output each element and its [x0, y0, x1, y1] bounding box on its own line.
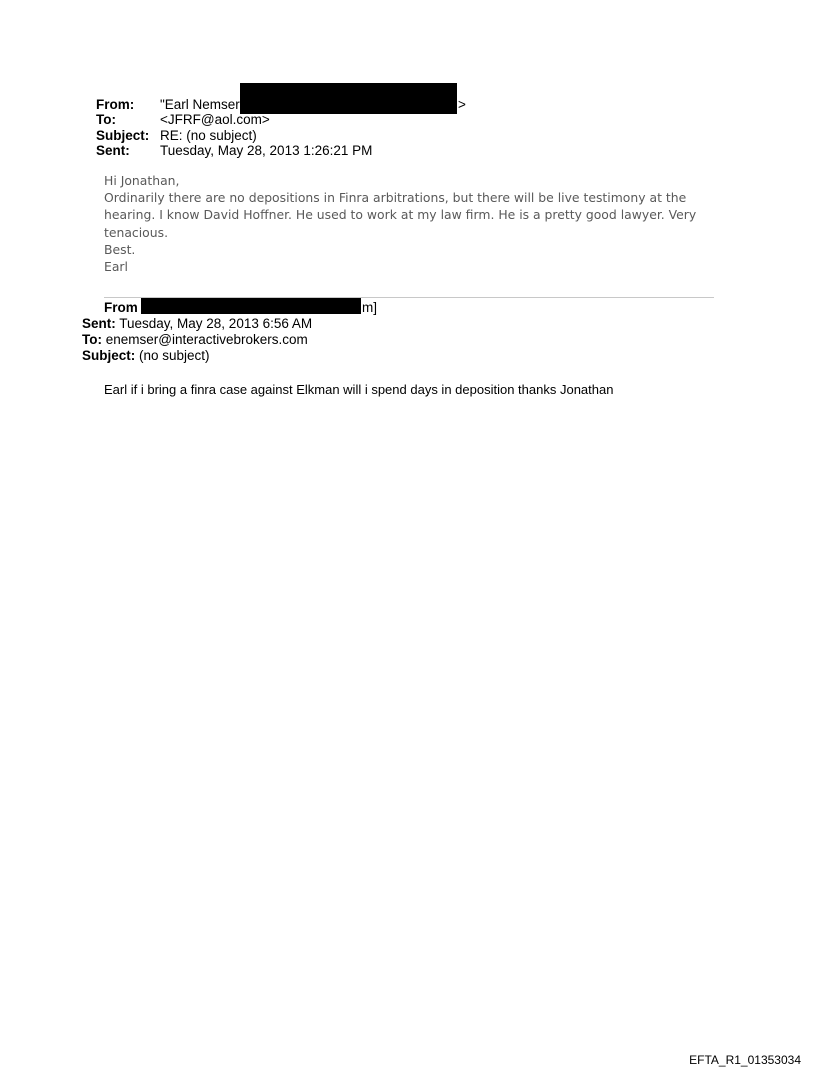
subject-value: RE: (no subject) [160, 128, 257, 143]
quoted-subject-row [82, 348, 210, 364]
reply-line: Ordinarily there are no depositions in Finra arbitrations, but there will be live testimony at the [104, 190, 687, 206]
document-id: EFTA_R1_01353034 [689, 1053, 801, 1067]
redaction-box [141, 298, 361, 314]
subject-label: Subject: [96, 128, 150, 143]
header-to-row [96, 112, 116, 127]
reply-line: Hi Jonathan, [104, 173, 180, 188]
quoted-sent-row [82, 316, 312, 332]
quoted-message-body: Earl if i bring a finra case against Elkman will i spend days in deposition thanks Jonathan [104, 382, 614, 397]
reply-body [104, 172, 704, 275]
sent-label: Sent: [96, 143, 130, 158]
reply-line: Best. [104, 241, 136, 257]
quoted-from-label: From [104, 300, 138, 315]
from-value-start: "Earl Nemser [160, 97, 240, 112]
quoted-sent-label: Sent: [82, 316, 116, 331]
from-value [160, 97, 240, 112]
quoted-subject-value: (no subject) [135, 348, 210, 363]
redaction-box [240, 83, 457, 114]
sent-value: Tuesday, May 28, 2013 1:26:21 PM [160, 143, 373, 158]
reply-line: tenacious. [104, 224, 169, 240]
reply-line: hearing. I know David Hoffner. He used to work at my law firm. He is a pretty good lawyer. Very [104, 207, 697, 223]
quoted-sent-value: Tuesday, May 28, 2013 6:56 AM [115, 316, 313, 331]
quoted-to-label: To: [82, 332, 102, 347]
from-value-end: > [458, 97, 466, 112]
header-sent-row [96, 143, 130, 158]
header-subject-row [96, 128, 149, 143]
reply-line: Earl [104, 259, 128, 275]
header-from-row [96, 97, 134, 112]
quoted-from-tail: m] [362, 300, 377, 315]
from-label: From: [96, 97, 135, 112]
to-value: <JFRF@aol.com> [160, 112, 270, 127]
quoted-subject-label: Subject: [82, 348, 136, 363]
quoted-to-value: enemser@interactivebrokers.com [102, 332, 308, 347]
to-label: To: [96, 112, 116, 127]
quoted-to-row [82, 332, 308, 348]
quoted-from-row [104, 300, 138, 316]
